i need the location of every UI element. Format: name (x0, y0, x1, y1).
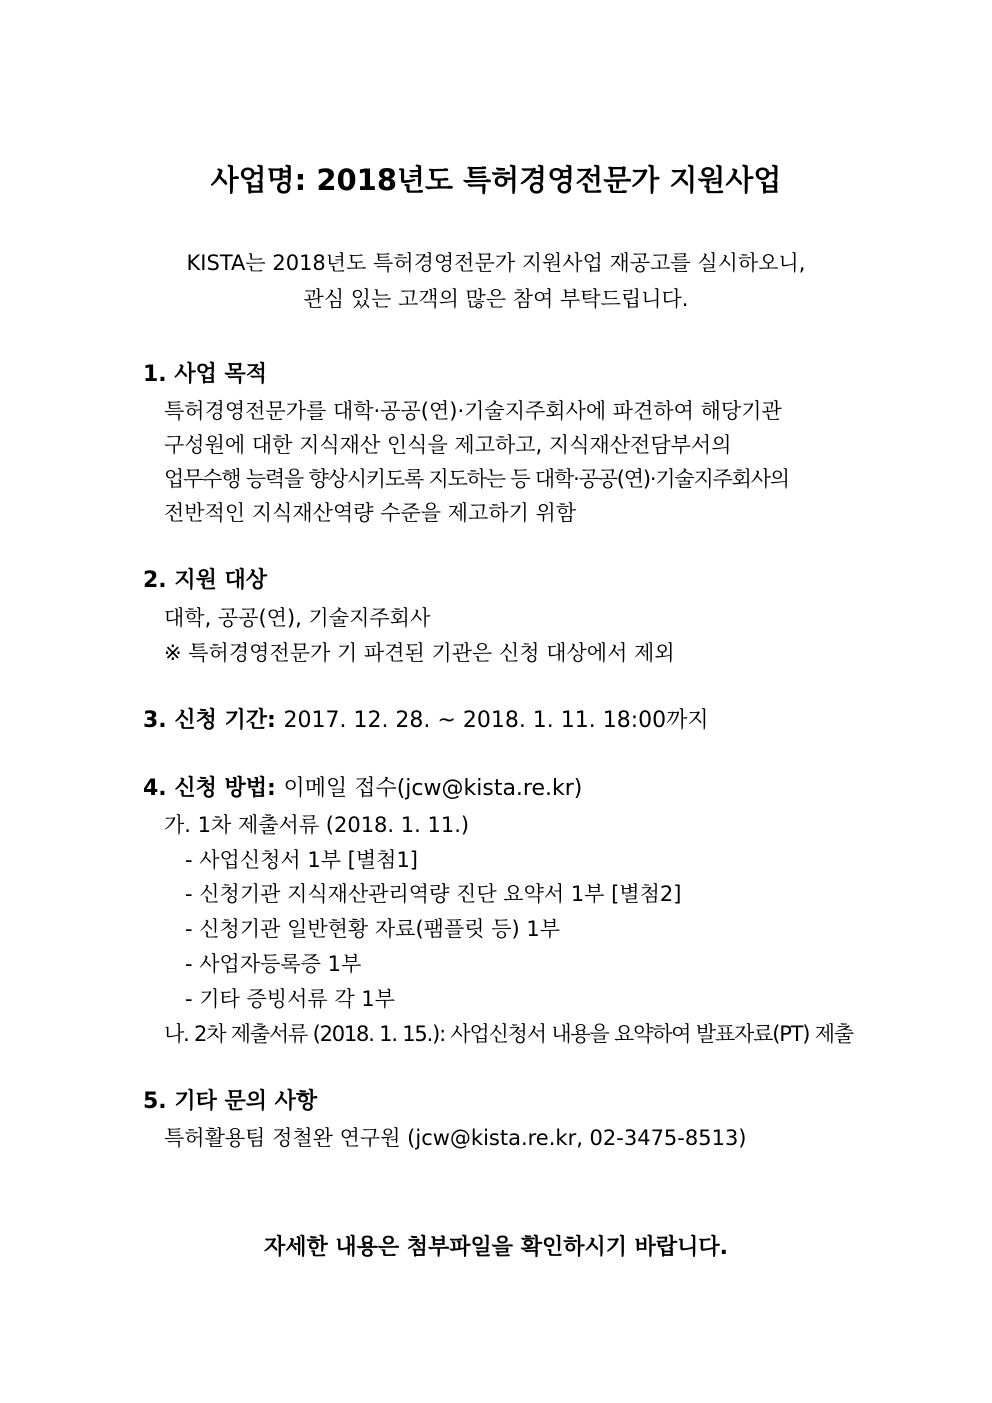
first-round-item-2: - 신청기관 지식재산관리역량 진단 요약서 1부 [별첨2] (185, 882, 682, 906)
intro-line-1: KISTA는 2018년도 특허경영전문가 지원사업 재공고를 실시하오니, (186, 251, 806, 275)
first-round-item-1: - 사업신청서 1부 [별첨1] (185, 848, 418, 872)
period-value: 2017. 12. 28. ~ 2018. 1. 11. 18:00까지 (283, 708, 709, 733)
second-round-line: 나. 2차 제출서류 (2018. 1. 15.): 사업신청서 내용을 요약하여 발표자료(PT) 제출 (164, 1022, 853, 1046)
purpose-line-3: 업무수행 능력을 향상시키도록 지도하는 등 대학·공공(연)·기술지주회사의 (164, 467, 789, 491)
section-purpose-heading: 1. 사업 목적 (143, 362, 267, 387)
section-method (143, 774, 582, 804)
section-target-heading: 2. 지원 대상 (143, 568, 267, 593)
first-round-item-5: - 기타 증빙서류 각 1부 (185, 987, 395, 1011)
first-round-item-4: - 사업자등록증 1부 (185, 952, 362, 976)
method-value: 이메일 접수(jcw@kista.re.kr) (283, 776, 583, 801)
target-note: ※ 특허경영전문가 기 파견된 기관은 신청 대상에서 제외 (164, 641, 675, 665)
purpose-line-1: 특허경영전문가를 대학·공공(연)·기술지주회사에 파견하여 해당기관 (164, 399, 782, 423)
contact-line: 특허활용팀 정철완 연구원 (jcw@kista.re.kr, 02-3475-8513) (164, 1126, 747, 1150)
first-round-label: 가. 1차 제출서류 (2018. 1. 11.) (164, 813, 470, 837)
purpose-line-2: 구성원에 대한 지식재산 인식을 제고하고, 지식재산전담부서의 (164, 433, 732, 457)
target-line-1: 대학, 공공(연), 기술지주회사 (164, 606, 431, 630)
section-method-heading: 4. 신청 방법: (143, 776, 276, 801)
section-contact-heading: 5. 기타 문의 사항 (143, 1089, 318, 1114)
closing-note: 자세한 내용은 첨부파일을 확인하시기 바랍니다. (263, 1235, 729, 1260)
purpose-line-4: 전반적인 지식재산역량 수준을 제고하기 위함 (164, 501, 577, 525)
document-title: 사업명: 2018년도 특허경영전문가 지원사업 (210, 163, 782, 197)
section-period-heading: 3. 신청 기간: (143, 708, 276, 733)
section-period (143, 706, 709, 736)
intro-line-2: 관심 있는 고객의 많은 참여 부탁드립니다. (303, 287, 689, 311)
first-round-item-3: - 신청기관 일반현황 자료(팸플릿 등) 1부 (185, 917, 560, 941)
